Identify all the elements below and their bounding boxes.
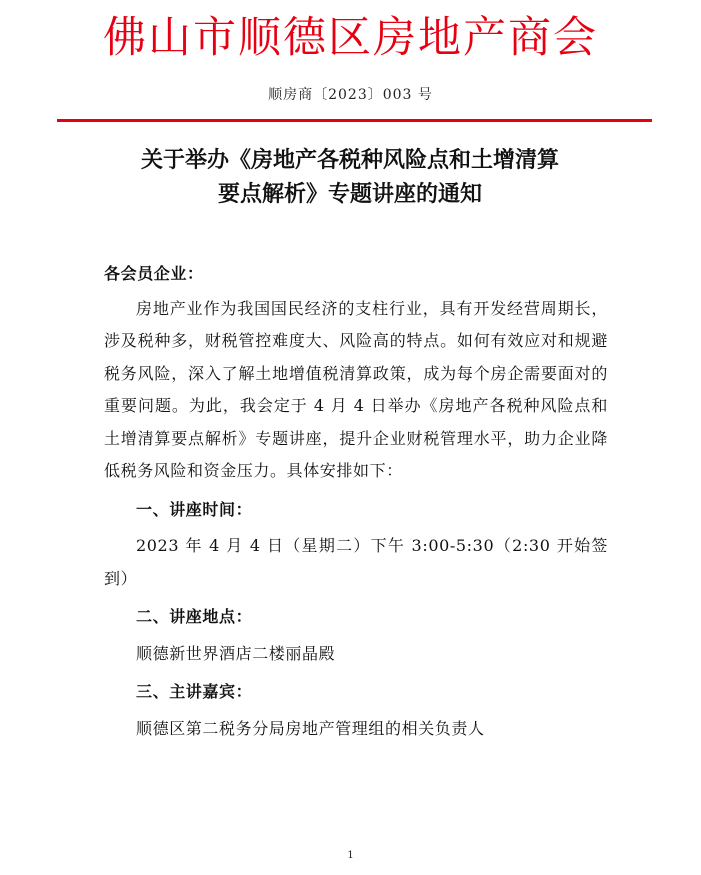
notice-body xyxy=(104,258,608,745)
notice-title-line-2: 要点解析》专题讲座的通知 xyxy=(217,182,482,207)
section-venue-content: 顺德新世界酒店二楼丽晶殿 xyxy=(136,643,336,663)
notice-title xyxy=(60,144,640,212)
organization-header: 佛山市顺德区房地产商会 xyxy=(103,13,598,63)
section-speaker-heading: 三、主讲嘉宾： xyxy=(136,682,253,701)
page-number: 1 xyxy=(347,850,354,861)
document-number: 顺房商〔2023〕003 号 xyxy=(268,87,433,103)
section-speaker-content: 顺德区第二税务分局房地产管理组的相关负责人 xyxy=(136,718,485,738)
salutation: 各会员企业： xyxy=(104,264,204,283)
notice-title-line-1: 关于举办《房地产各税种风险点和土增清算 xyxy=(140,148,559,173)
section-venue-heading: 二、讲座地点： xyxy=(136,607,253,626)
intro-paragraph: 房地产业作为我国国民经济的支柱行业，具有开发经营周期长，涉及税种多，财税管控难度大、风险高的特点。如何有效应对和规避税务风险，深入了解土地增值税清算政策，成为每个房企需要面对的重要问题。为此，我会定于 4 月 4 日举办《房地产各税种风险点和土增清算要点解析》专题讲座，提升企业财税管理水平，助力企业降低税务风险和资金压力。具体安排如下： xyxy=(104,298,608,480)
section-time-content: 2023 年 4 月 4 日（星期二）下午 3:00-5:30（2:30 开始签到） xyxy=(104,536,608,588)
section-time-heading: 一、讲座时间： xyxy=(136,499,253,519)
header-divider xyxy=(57,119,652,122)
